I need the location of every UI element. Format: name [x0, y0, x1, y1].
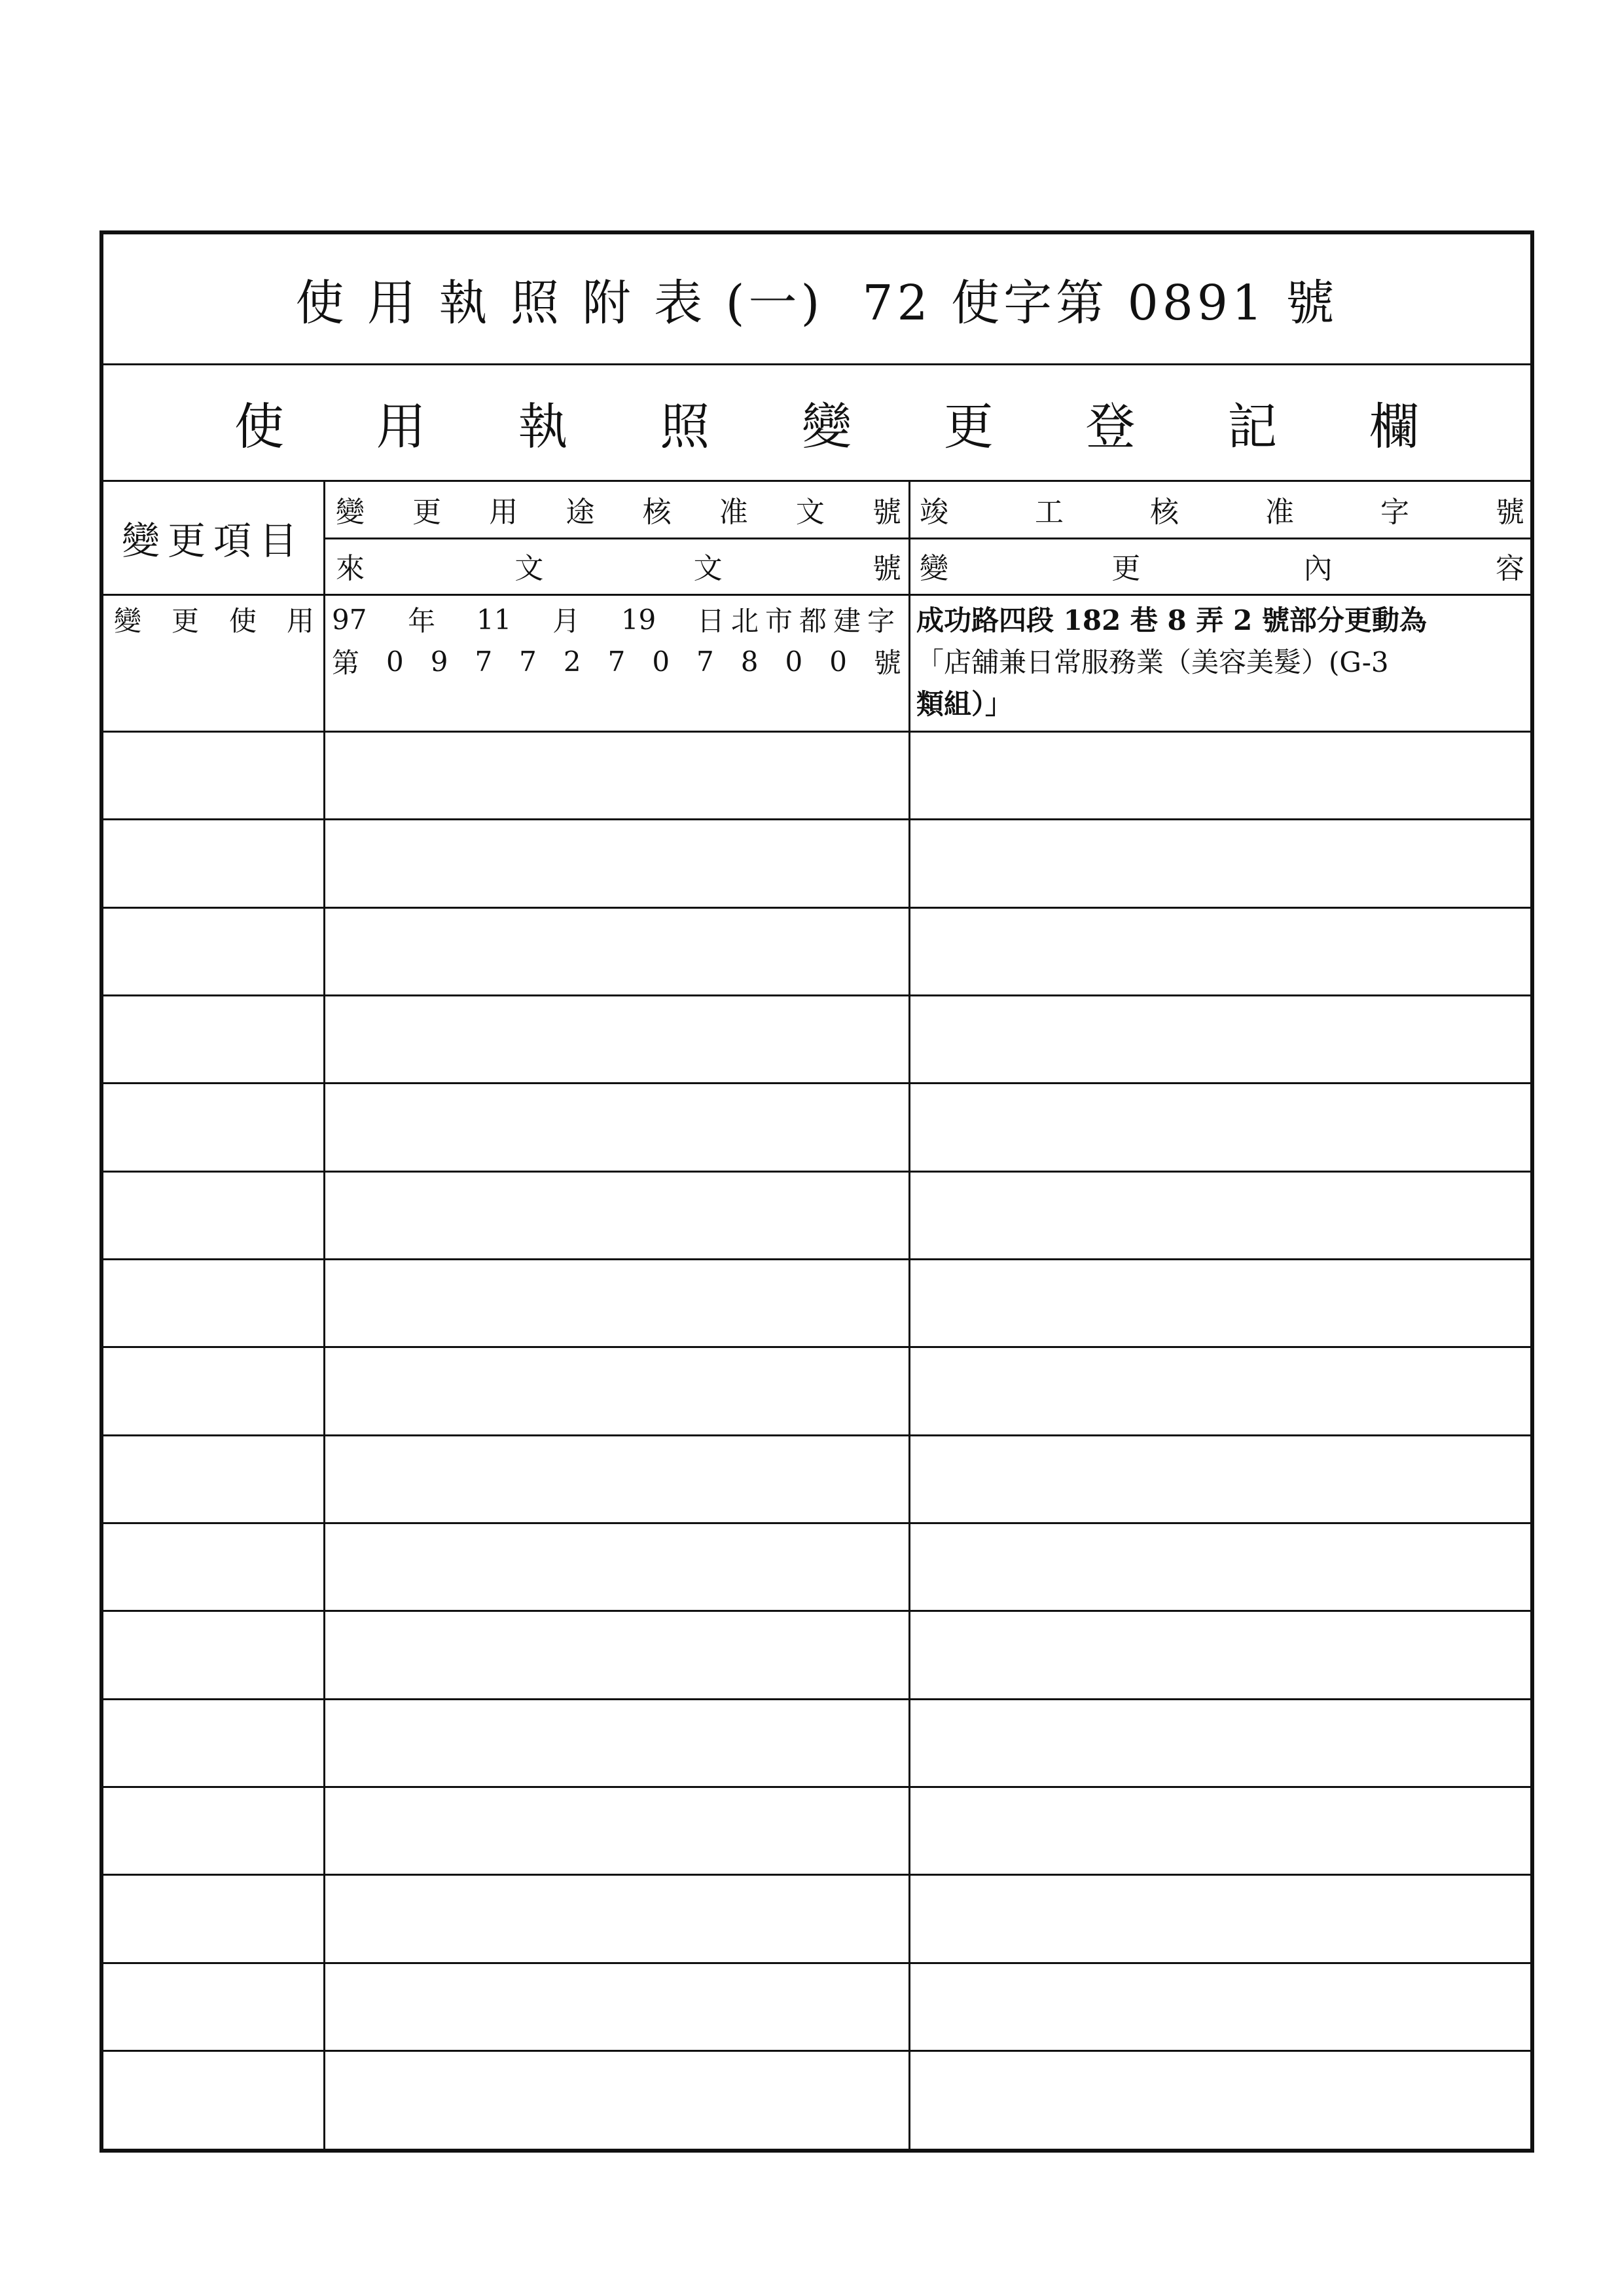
row-divider	[103, 1874, 1530, 1876]
header-char: 號	[872, 496, 901, 529]
entry-char: 0	[829, 645, 847, 678]
entry-char: 用	[286, 605, 314, 637]
row-divider	[103, 1346, 1530, 1348]
entry-char: 第	[332, 647, 360, 679]
header-char: 准	[1265, 496, 1294, 529]
header-change-content	[913, 539, 1528, 592]
header-incoming-doc-no	[329, 539, 905, 592]
subtitle-char: 更	[943, 397, 994, 456]
entry-char: 0	[652, 645, 670, 678]
header-char: 變	[920, 552, 948, 585]
entry-content-line1: 成功路四段 182 巷 8 弄 2 號部分更動為	[916, 604, 1427, 636]
row-divider	[103, 1522, 1530, 1524]
divider	[103, 594, 1530, 596]
header-char: 准	[719, 496, 748, 529]
entry-char: 使	[228, 605, 257, 637]
header-char: 核	[642, 496, 672, 529]
entry-char: 0	[386, 645, 404, 678]
subtitle-char: 使	[234, 397, 284, 456]
form-subtitle	[103, 365, 1530, 480]
row-divider	[103, 907, 1530, 909]
entry-content-line2: 「店舖兼日常服務業（美容美髮）(G-3	[916, 646, 1389, 678]
form-title-row	[103, 234, 1530, 363]
subtitle-char: 登	[1085, 397, 1136, 456]
entry-char: 日北市都建字	[696, 605, 901, 637]
header-char: 字	[1380, 496, 1409, 529]
entry-char: 7	[475, 645, 493, 678]
usage-permit-form	[99, 230, 1534, 2153]
entry-char: 年	[408, 605, 436, 637]
entry-doc-line2	[329, 643, 905, 680]
header-char: 來	[336, 552, 365, 585]
row-divider	[103, 1434, 1530, 1436]
entry-char: 7	[696, 645, 714, 678]
form-title: 使 用 執 照 附 表 (一) 72 使字第 0891 號	[295, 274, 1339, 331]
entry-char: 11	[476, 603, 512, 636]
subtitle-char: 欄	[1369, 397, 1419, 456]
row-divider	[103, 994, 1530, 996]
header-char: 用	[489, 496, 518, 529]
entry-char: 2	[563, 645, 581, 678]
entry-change-item	[109, 601, 319, 638]
row-divider	[103, 1082, 1530, 1084]
header-char: 工	[1035, 496, 1064, 529]
entry-char: 變	[114, 605, 142, 637]
row-divider	[103, 2050, 1530, 2052]
subtitle-char: 用	[376, 397, 426, 456]
header-change-item: 變更項目	[121, 519, 305, 563]
header-char: 途	[566, 496, 595, 529]
entry-char: 月	[552, 605, 581, 637]
entry-doc-line1	[329, 601, 905, 638]
entry-char: 97	[332, 603, 367, 636]
row-divider	[103, 1698, 1530, 1700]
row-divider	[103, 1610, 1530, 1612]
row-divider	[103, 1258, 1530, 1260]
header-completion-no	[913, 483, 1528, 536]
entry-char: 號	[873, 647, 901, 679]
header-char: 更	[412, 496, 442, 529]
header-char: 變	[336, 496, 365, 529]
row-divider	[103, 1962, 1530, 1964]
entry-char: 19	[620, 603, 656, 636]
header-char: 核	[1150, 496, 1179, 529]
row-divider	[103, 1171, 1530, 1173]
entry-char: 0	[785, 645, 803, 678]
subtitle-char: 變	[802, 397, 852, 456]
header-char: 更	[1111, 552, 1141, 585]
entry-char: 8	[740, 645, 759, 678]
row-divider	[103, 731, 1530, 733]
header-char: 文	[693, 552, 723, 585]
header-char: 內	[1303, 552, 1333, 585]
header-approval-doc-no	[329, 483, 905, 536]
header-char: 文	[795, 496, 825, 529]
entry-char: 9	[430, 645, 448, 678]
row-divider	[103, 818, 1530, 820]
subtitle-char: 執	[518, 397, 568, 456]
entry-char: 7	[519, 645, 537, 678]
entry-char: 更	[171, 605, 199, 637]
header-char: 容	[1495, 552, 1524, 585]
row-divider	[103, 1786, 1530, 1788]
header-char: 號	[1496, 496, 1524, 529]
entry-content-line3: 類組）」	[916, 688, 1013, 720]
subtitle-char: 記	[1227, 397, 1278, 456]
subtitle-char: 照	[660, 397, 710, 456]
header-char: 竣	[920, 496, 948, 529]
header-char: 文	[514, 552, 544, 585]
entry-char: 7	[607, 645, 626, 678]
header-char: 號	[872, 552, 901, 585]
